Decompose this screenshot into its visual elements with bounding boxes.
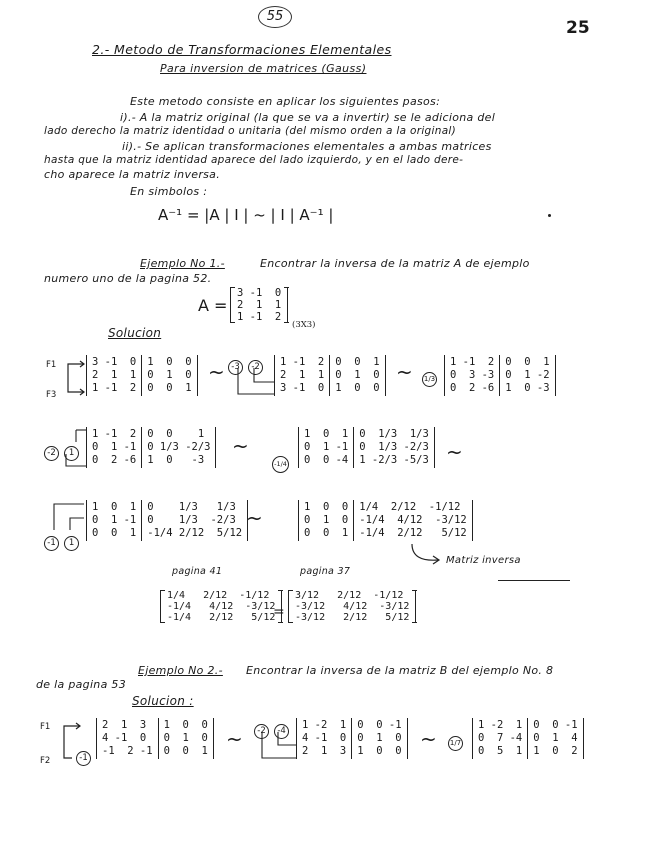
step1-line-a: i).- A la matriz original (la que se va a invertir) se le adiciona del <box>120 111 496 124</box>
ex1-step3-matrix <box>444 355 556 396</box>
ex1-step6-ops <box>44 530 79 551</box>
matrix-row: 0 0 1 <box>147 428 205 440</box>
matrix-row: 1 -1 2 <box>280 356 325 368</box>
ex1-step5-matrix <box>298 427 435 468</box>
matrix-row: -1/4 4/12 -3/12 <box>167 601 276 612</box>
ex1-step3-right <box>499 355 555 396</box>
inverse-formula: A⁻¹ = |A | I | ~ | I | A⁻¹ | <box>158 206 334 224</box>
matrix-row: 0 0 1 <box>335 356 380 368</box>
op-circle: -1/4 <box>272 456 289 473</box>
ex2-step2-matrix <box>296 718 408 759</box>
matrix-row: 0 1 0 <box>357 732 402 744</box>
matrix-row: 1 0 0 <box>304 501 349 513</box>
matrix-row: 0 0 -1 <box>357 719 402 731</box>
compare-label-left: pagina 41 <box>172 566 223 577</box>
matrix-row: 0 1 0 <box>163 732 208 744</box>
matrix-row: 0 0 -4 <box>304 454 349 466</box>
matrix-row: -1/4 2/12 5/12 <box>359 527 467 539</box>
ex1-step6-left <box>86 500 141 541</box>
matrix-row: 1 -1 2 <box>92 428 137 440</box>
matrix-row: 1 0 0 <box>163 719 208 731</box>
matrix-row: 1 -1 2 <box>450 356 495 368</box>
matrix-row: 2 1 1 <box>280 369 325 381</box>
matrix-row: 0 0 1 <box>505 356 550 368</box>
example2-text-b: de la pagina 53 <box>36 678 127 691</box>
matrix-row: 0 1 4 <box>533 732 578 744</box>
matrix-row: 0 1 -1 <box>92 441 137 453</box>
matrix-row: 0 1 -2 <box>505 369 550 381</box>
ex1-step5-right <box>353 427 435 468</box>
op-circle: -2 <box>44 446 59 461</box>
ex1-step2-left <box>274 355 329 396</box>
ex1-step1-left <box>86 355 141 396</box>
ex1-step2-matrix <box>274 355 386 396</box>
matrix-row: 0 0 1 <box>163 745 208 757</box>
matrix-row: 0 2 -6 <box>92 454 137 466</box>
circled-page-number-text: 55 <box>266 9 284 24</box>
op-circle: -1 <box>44 536 59 551</box>
op-circle: -4 <box>274 724 289 739</box>
example1-text-b: numero uno de la pagina 52. <box>44 272 212 285</box>
compare-label-right: pagina 37 <box>300 566 351 577</box>
op-circle: 1 <box>64 446 79 461</box>
row-op-arrow-icon <box>62 428 88 470</box>
ex2-step2-left <box>296 718 351 759</box>
separator-line <box>498 580 570 581</box>
ex1-step6-matrix <box>86 500 248 541</box>
matrix-row: -1/4 2/12 5/12 <box>147 527 243 539</box>
inverse-matrix-note: Matriz inversa <box>446 555 521 566</box>
ex1-step7-right <box>353 500 472 541</box>
dot-mark <box>548 214 551 217</box>
example1-text-a: Encontrar la inversa de la matriz A de ejemplo <box>260 257 530 270</box>
matrix-order: (3X3) <box>292 320 316 330</box>
matrix-row: -3/12 2/12 5/12 <box>295 612 410 623</box>
matrix-row: 0 1 -1 <box>92 514 137 526</box>
compare-right-bracket <box>288 590 416 623</box>
matrix-row: 0 5 1 <box>478 745 523 757</box>
matrix-row: -3/12 4/12 -3/12 <box>295 601 410 612</box>
matrix-row: 4 -1 0 <box>302 732 347 744</box>
solution-label-1: Solucion <box>108 326 162 340</box>
matrix-a-row: 2 1 1 <box>237 299 282 311</box>
compare-right-matrix <box>288 590 416 623</box>
matrix-row: 1/4 2/12 -1/12 <box>167 590 270 601</box>
matrix-a <box>230 287 288 323</box>
ex1-step6-right <box>141 500 248 541</box>
matrix-row: -1 2 -1 <box>102 745 153 757</box>
matrix-row: 0 1 0 <box>304 514 349 526</box>
matrix-row: 1/4 2/12 -1/12 <box>359 501 461 513</box>
swap-arrow-icon <box>64 358 86 398</box>
ex1-step7-left <box>298 500 353 541</box>
matrix-a-row: 3 -1 0 <box>237 287 282 299</box>
matrix-a-label: A = <box>198 296 228 315</box>
matrix-row: 3 -1 0 <box>92 356 137 368</box>
circled-page-number <box>258 6 292 28</box>
solution-label-2: Solucion : <box>132 694 194 708</box>
matrix-row: 0 1/3 1/3 <box>359 428 429 440</box>
equals-sign: = <box>273 604 285 620</box>
ex1-step4-right <box>141 427 216 468</box>
op-circle: 1/3 <box>422 372 437 387</box>
matrix-row: 2 1 3 <box>102 719 147 731</box>
matrix-row: 1 0 0 <box>335 382 380 394</box>
matrix-row: 1 0 1 <box>304 428 349 440</box>
matrix-row: 1 0 2 <box>533 745 578 757</box>
ex2-step1-right <box>158 718 214 759</box>
op-circle: -2 <box>254 724 269 739</box>
ex1-step4-matrix <box>86 427 216 468</box>
matrix-row: 0 1/3 -2/3 <box>147 441 211 453</box>
matrix-row: -1/4 4/12 -3/12 <box>359 514 467 526</box>
op-circle: -1 <box>76 751 91 766</box>
ex2-step3-right <box>527 718 583 759</box>
matrix-row: 0 1 -1 <box>304 441 349 453</box>
equivalence-tilde: ~ <box>246 506 263 530</box>
matrix-row: 0 2 -6 <box>450 382 495 394</box>
row-op-arrow-icon <box>234 368 278 398</box>
matrix-row: 3/12 2/12 -1/12 <box>295 590 404 601</box>
symbols-label: En simbolos : <box>130 185 208 198</box>
matrix-row: 0 3 -3 <box>450 369 495 381</box>
compare-left-bracket <box>160 590 282 623</box>
matrix-row: 0 1/3 1/3 <box>147 501 236 513</box>
op-circle: -3 <box>228 360 243 375</box>
matrix-row: 1 0 -3 <box>505 382 550 394</box>
op-circle: -2 <box>248 360 263 375</box>
row-op-arrow-icon <box>258 732 300 762</box>
equivalence-tilde: ~ <box>226 727 243 751</box>
row-label-f2: F2 <box>40 756 51 766</box>
ex2-step1-matrix <box>96 718 214 759</box>
op-circle: 1/7 <box>448 736 463 751</box>
example1-title: Ejemplo No 1.- <box>140 257 225 270</box>
ex2-step3-matrix <box>472 718 584 759</box>
ex1-step7-matrix <box>298 500 473 541</box>
ex1-step1-matrix <box>86 355 198 396</box>
op-circle: 1 <box>64 536 79 551</box>
matrix-row: 2 1 1 <box>92 369 137 381</box>
matrix-row: 1 0 0 <box>147 356 192 368</box>
matrix-row: 2 1 3 <box>302 745 347 757</box>
ex2-step1-left <box>96 718 158 759</box>
matrix-row: 1 -1 2 <box>92 382 137 394</box>
curved-arrow-icon <box>408 544 444 568</box>
matrix-a-bracket <box>230 287 288 323</box>
compare-left-matrix <box>160 590 282 623</box>
matrix-row: 4 -1 0 <box>102 732 147 744</box>
matrix-row: 1 -2 1 <box>302 719 347 731</box>
ex2-step3-left <box>472 718 527 759</box>
matrix-row: -1/4 2/12 5/12 <box>167 612 276 623</box>
matrix-a-row: 1 -1 2 <box>237 311 282 323</box>
intro-line: Este metodo consiste en aplicar los siguientes pasos: <box>130 95 441 108</box>
step2-line-c: cho aparece la matriz inversa. <box>44 168 221 181</box>
matrix-row: 1 0 1 <box>92 501 137 513</box>
matrix-row: 0 0 -1 <box>533 719 578 731</box>
step2-line-b: hasta que la matriz identidad aparece del lado izquierdo, y en el lado dere- <box>44 154 464 166</box>
matrix-row: 0 7 -4 <box>478 732 523 744</box>
ex1-step4-left <box>86 427 141 468</box>
example2-title: Ejemplo No 2.- <box>138 664 223 677</box>
matrix-row: 0 1 0 <box>335 369 380 381</box>
section-heading-line2: Para inversion de matrices (Gauss) <box>160 62 367 75</box>
matrix-row: 0 0 1 <box>304 527 349 539</box>
equivalence-tilde: ~ <box>208 360 225 384</box>
equivalence-tilde: ~ <box>396 360 413 384</box>
matrix-row: 1 -2 1 <box>478 719 523 731</box>
ex1-step3-left <box>444 355 499 396</box>
matrix-row: 1 0 0 <box>357 745 402 757</box>
ex1-step2-right <box>329 355 385 396</box>
row-label-f1: F1 <box>46 360 57 370</box>
example2-text-a: Encontrar la inversa de la matriz B del ejemplo No. 8 <box>246 664 554 677</box>
matrix-row: 1 -2/3 -5/3 <box>359 454 429 466</box>
section-heading-line1: 2.- Metodo de Transformaciones Elementales <box>92 42 392 57</box>
matrix-row: 0 1/3 -2/3 <box>359 441 429 453</box>
matrix-row: 3 -1 0 <box>280 382 325 394</box>
row-label-f3: F3 <box>46 390 57 400</box>
equivalence-tilde: ~ <box>232 434 249 458</box>
row-label-f1: F1 <box>40 722 51 732</box>
page-number: 25 <box>566 18 590 38</box>
matrix-row: 0 0 1 <box>147 382 192 394</box>
row-op-arrow-icon <box>50 500 88 532</box>
ex1-step1-right <box>141 355 197 396</box>
equivalence-tilde: ~ <box>420 727 437 751</box>
equivalence-tilde: ~ <box>446 440 463 464</box>
step1-line-b: lado derecho la matriz identidad o unitaria (del mismo orden a la original) <box>44 125 457 137</box>
matrix-row: 0 0 1 <box>92 527 137 539</box>
ex1-step5-left <box>298 427 353 468</box>
matrix-row: 0 1 0 <box>147 369 192 381</box>
matrix-row: 1 0 -3 <box>147 454 205 466</box>
step2-line-a: ii).- Se aplican transformaciones elementales a ambas matrices <box>122 140 492 153</box>
matrix-row: 0 1/3 -2/3 <box>147 514 236 526</box>
ex2-step2-right <box>351 718 407 759</box>
